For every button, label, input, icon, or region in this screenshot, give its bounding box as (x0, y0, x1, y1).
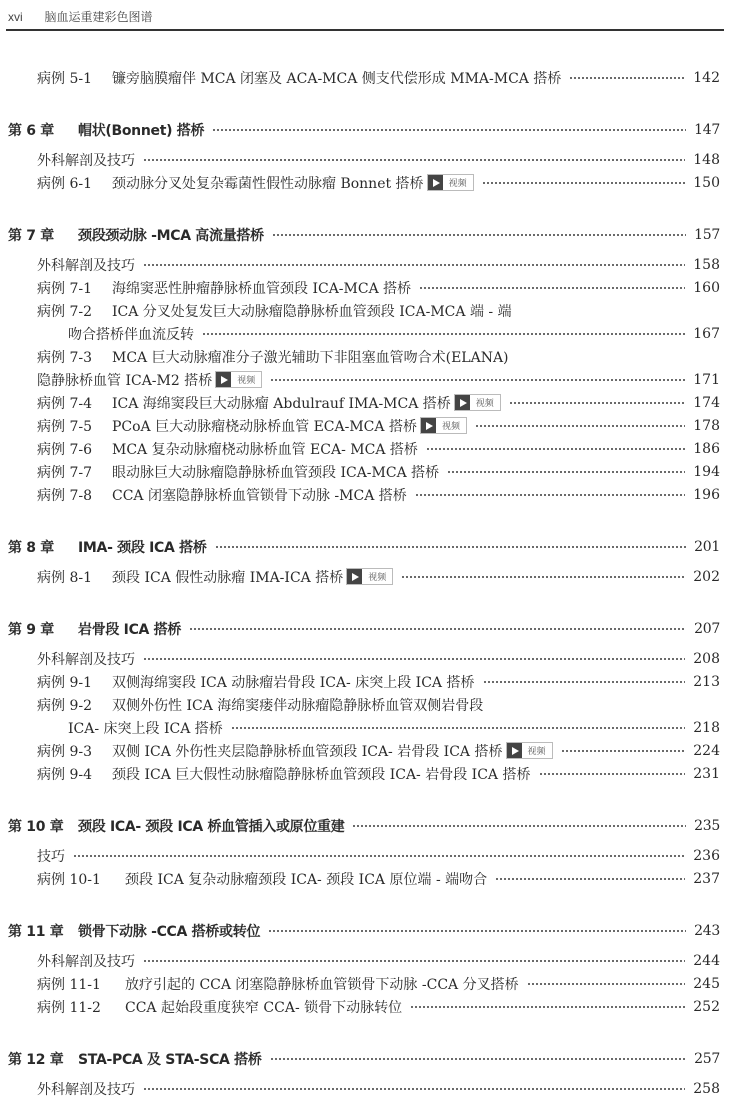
dot-leader (270, 378, 685, 382)
page-number: 201 (694, 538, 720, 555)
toc-entry[interactable] (0, 460, 730, 483)
entry-title: 颈段颈动脉 -MCA 高流量搭桥 (78, 227, 264, 244)
entry-title: 外科解剖及技巧 (37, 257, 135, 274)
case-number: 病例 9-2 (37, 697, 92, 714)
video-label: 视频 (475, 399, 494, 409)
play-icon (216, 372, 231, 387)
dot-leader (569, 76, 685, 80)
video-label: 视频 (441, 422, 460, 432)
dot-leader (410, 1005, 685, 1009)
entry-title: 颈段 ICA 巨大假性动脉瘤隐静脉桥血管颈段 ICA- 岩骨段 ICA 搭桥 (112, 766, 531, 783)
play-icon (428, 175, 443, 190)
toc-chapter-entry[interactable] (0, 223, 730, 246)
play-icon (455, 395, 470, 410)
toc-entry-continuation[interactable] (0, 716, 730, 739)
chapter-number: 第 6 章 (8, 122, 54, 139)
toc-entry[interactable] (0, 565, 730, 588)
toc-chapter-entry[interactable] (0, 919, 730, 942)
entry-title: 海绵窦恶性肿瘤静脉桥血管颈段 ICA-MCA 搭桥 (112, 280, 412, 297)
dot-leader (495, 877, 685, 881)
page-number: 213 (693, 673, 720, 690)
page-number: 207 (694, 620, 720, 637)
entry-title: 隐静脉桥血管 ICA-M2 搭桥 (37, 372, 213, 389)
case-number: 病例 7-2 (37, 303, 92, 320)
dot-leader (561, 749, 686, 753)
page-number: 202 (693, 568, 720, 585)
header-rule (6, 29, 724, 31)
entry-title: CCA 起始段重度狭窄 CCA- 锁骨下动脉转位 (125, 999, 403, 1016)
toc-entry[interactable] (0, 972, 730, 995)
dot-leader (482, 181, 686, 185)
page-number: 160 (693, 279, 720, 296)
running-header (8, 8, 153, 25)
toc-entry[interactable] (0, 276, 730, 299)
toc-entry[interactable] (0, 647, 730, 670)
toc-entry-continuation[interactable] (0, 322, 730, 345)
play-icon (347, 569, 362, 584)
page-number: 231 (693, 765, 720, 782)
entry-title: 吻合搭桥伴血流反转 (68, 326, 194, 343)
entry-title: STA-PCA 及 STA-SCA 搭桥 (78, 1051, 262, 1068)
entry-title: 技巧 (37, 848, 65, 865)
toc-entry[interactable] (0, 670, 730, 693)
video-badge[interactable] (420, 417, 467, 434)
video-badge[interactable] (346, 568, 393, 585)
dot-leader (475, 424, 685, 428)
chapter-number: 第 12 章 (8, 1051, 64, 1068)
page-number: 257 (694, 1050, 720, 1067)
dot-leader (268, 929, 686, 933)
page-number: 194 (693, 463, 720, 480)
chapter-number: 第 10 章 (8, 818, 64, 835)
toc-entry[interactable] (0, 483, 730, 506)
dot-leader (419, 286, 685, 290)
entry-title: 外科解剖及技巧 (37, 651, 135, 668)
entry-title: PCoA 巨大动脉瘤桡动脉桥血管 ECA-MCA 搭桥 (112, 418, 417, 435)
entry-title: 外科解剖及技巧 (37, 953, 135, 970)
page-number: 218 (693, 719, 720, 736)
entry-title: MCA 复杂动脉瘤桡动脉桥血管 ECA- MCA 搭桥 (112, 441, 418, 458)
case-number: 病例 9-4 (37, 766, 92, 783)
page-number: 196 (693, 486, 720, 503)
case-number: 病例 7-3 (37, 349, 92, 366)
page-number: 236 (693, 847, 720, 864)
header-book-title: 脑血运重建彩色图谱 (44, 10, 153, 24)
page-number: 235 (694, 817, 720, 834)
toc-entry[interactable] (0, 345, 730, 368)
case-number: 病例 7-4 (37, 395, 92, 412)
dot-leader (212, 128, 686, 132)
chapter-number: 第 11 章 (8, 923, 64, 940)
video-badge[interactable] (427, 174, 474, 191)
toc-entry[interactable] (0, 949, 730, 972)
entry-title: MCA 巨大动脉瘤准分子激光辅助下非阻塞血管吻合术(ELANA) (112, 349, 509, 366)
dot-leader (527, 982, 686, 986)
entry-title: 放疗引起的 CCA 闭塞隐静脉桥血管锁骨下动脉 -CCA 分叉搭桥 (125, 976, 519, 993)
dot-leader (352, 824, 686, 828)
entry-title: IMA- 颈段 ICA 搭桥 (78, 539, 207, 556)
dot-leader (143, 657, 685, 661)
case-number: 病例 9-3 (37, 743, 92, 760)
page-number: 158 (693, 256, 720, 273)
toc-entry[interactable] (0, 299, 730, 322)
entry-title: 颈动脉分叉处复杂霉菌性假性动脉瘤 Bonnet 搭桥 (112, 175, 424, 192)
page-number: 157 (694, 226, 720, 243)
video-label: 视频 (448, 179, 467, 189)
dot-leader (202, 332, 685, 336)
entry-title: 颈段 ICA 复杂动脉瘤颈段 ICA- 颈段 ICA 原位端 - 端吻合 (125, 871, 488, 888)
entry-title: 镰旁脑膜瘤伴 MCA 闭塞及 ACA-MCA 侧支代偿形成 MMA-MCA 搭桥 (112, 70, 562, 87)
case-number: 病例 7-8 (37, 487, 92, 504)
entry-title: 眼动脉巨大动脉瘤隐静脉桥血管颈段 ICA-MCA 搭桥 (112, 464, 440, 481)
page-number: 186 (693, 440, 720, 457)
case-number: 病例 6-1 (37, 175, 92, 192)
table-of-contents (0, 66, 730, 1100)
dot-leader (73, 854, 685, 858)
case-number: 病例 7-1 (37, 280, 92, 297)
case-number: 病例 11-1 (37, 976, 101, 993)
toc-entry[interactable] (0, 437, 730, 460)
video-badge[interactable] (215, 371, 262, 388)
dot-leader (143, 158, 685, 162)
toc-entry[interactable] (0, 867, 730, 890)
toc-chapter-entry[interactable] (0, 535, 730, 558)
entry-title: 帽状(Bonnet) 搭桥 (78, 122, 205, 139)
page-number: 167 (693, 325, 720, 342)
entry-title: ICA 分叉处复发巨大动脉瘤隐静脉桥血管颈段 ICA-MCA 端 - 端 (112, 303, 512, 320)
case-number: 病例 10-1 (37, 871, 101, 888)
page-number: 178 (693, 417, 720, 434)
case-number: 病例 9-1 (37, 674, 92, 691)
video-badge[interactable] (506, 742, 553, 759)
entry-title: 锁骨下动脉 -CCA 搭桥或转位 (78, 923, 261, 940)
page-number: 150 (693, 174, 720, 191)
dot-leader (426, 447, 685, 451)
dot-leader (415, 493, 685, 497)
entry-title: 岩骨段 ICA 搭桥 (78, 621, 182, 638)
chapter-number: 第 8 章 (8, 539, 54, 556)
play-icon (507, 743, 522, 758)
toc-entry[interactable] (0, 414, 730, 437)
entry-title: CCA 闭塞隐静脉桥血管锁骨下动脉 -MCA 搭桥 (112, 487, 407, 504)
page-number: 171 (693, 371, 720, 388)
page-number: 258 (693, 1080, 720, 1097)
toc-entry[interactable] (0, 391, 730, 414)
case-number: 病例 8-1 (37, 569, 92, 586)
page-number: 245 (693, 975, 720, 992)
dot-leader (270, 1057, 687, 1061)
toc-entry[interactable] (0, 739, 730, 762)
entry-title: 双侧海绵窦段 ICA 动脉瘤岩骨段 ICA- 床突上段 ICA 搭桥 (112, 674, 475, 691)
toc-entry[interactable] (0, 171, 730, 194)
entry-title: 双侧 ICA 外伤性夹层隐静脉桥血管颈段 ICA- 岩骨段 ICA 搭桥 (112, 743, 503, 760)
entry-title: 颈段 ICA 假性动脉瘤 IMA-ICA 搭桥 (112, 569, 344, 586)
case-number: 病例 11-2 (37, 999, 101, 1016)
toc-chapter-entry[interactable] (0, 1047, 730, 1070)
dot-leader (143, 1087, 685, 1091)
page-number: 147 (694, 121, 720, 138)
toc-entry[interactable] (0, 253, 730, 276)
dot-leader (539, 772, 686, 776)
page-number: 174 (693, 394, 720, 411)
page-number: 224 (693, 742, 720, 759)
toc-entry-continuation[interactable] (0, 368, 730, 391)
toc-chapter-entry[interactable] (0, 118, 730, 141)
entry-title: ICA 海绵窦段巨大动脉瘤 Abdulrauf IMA-MCA 搭桥 (112, 395, 451, 412)
page-number: 237 (693, 870, 720, 887)
case-number: 病例 5-1 (37, 70, 92, 87)
entry-title: 外科解剖及技巧 (37, 152, 135, 169)
video-label: 视频 (527, 747, 546, 757)
page-number: 208 (693, 650, 720, 667)
toc-entry[interactable] (0, 844, 730, 867)
chapter-number: 第 9 章 (8, 621, 54, 638)
page-number: 148 (693, 151, 720, 168)
toc-chapter-entry[interactable] (0, 617, 730, 640)
page-number: 142 (693, 69, 720, 86)
entry-title: 外科解剖及技巧 (37, 1081, 135, 1098)
toc-entry[interactable] (0, 148, 730, 171)
entry-title: 双侧外伤性 ICA 海绵窦瘘伴动脉瘤隐静脉桥血管双侧岩骨段 (112, 697, 484, 714)
dot-leader (231, 726, 685, 730)
video-badge[interactable] (454, 394, 501, 411)
dot-leader (143, 263, 685, 267)
entry-title: 颈段 ICA- 颈段 ICA 桥血管插入或原位重建 (78, 818, 345, 835)
toc-entry[interactable] (0, 1077, 730, 1100)
video-label: 视频 (237, 376, 256, 386)
dot-leader (509, 401, 685, 405)
entry-title: ICA- 床突上段 ICA 搭桥 (68, 720, 223, 737)
toc-entry[interactable] (0, 995, 730, 1018)
dot-leader (143, 959, 685, 963)
toc-entry[interactable] (0, 762, 730, 785)
dot-leader (272, 233, 686, 237)
toc-entry[interactable] (0, 66, 730, 89)
dot-leader (447, 470, 685, 474)
toc-entry[interactable] (0, 693, 730, 716)
page-number: 243 (694, 922, 720, 939)
dot-leader (215, 545, 687, 549)
toc-chapter-entry[interactable] (0, 814, 730, 837)
chapter-number: 第 7 章 (8, 227, 54, 244)
case-number: 病例 7-6 (37, 441, 92, 458)
dot-leader (401, 575, 685, 579)
page-number: 244 (693, 952, 720, 969)
dot-leader (483, 680, 686, 684)
page-number: 252 (693, 998, 720, 1015)
header-page-number: xvi (8, 10, 23, 24)
dot-leader (189, 627, 686, 631)
case-number: 病例 7-7 (37, 464, 92, 481)
case-number: 病例 7-5 (37, 418, 92, 435)
play-icon (421, 418, 436, 433)
video-label: 视频 (368, 573, 387, 583)
